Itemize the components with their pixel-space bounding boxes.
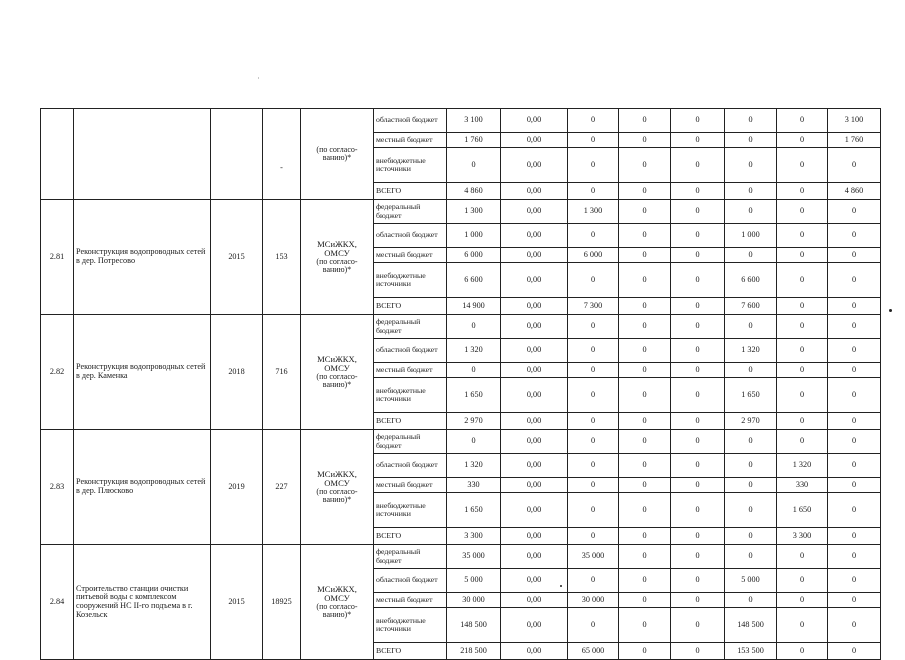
amount-cell: 153 500 bbox=[725, 643, 777, 660]
amount-cell: 0 bbox=[828, 478, 881, 493]
project-year: 2015 bbox=[211, 200, 263, 315]
amount-cell: 1 760 bbox=[447, 133, 501, 148]
amount-cell: 0 bbox=[828, 454, 881, 478]
amount-cell: 0 bbox=[671, 315, 725, 339]
amount-cell: 0 bbox=[568, 263, 619, 298]
amount-cell: 2 970 bbox=[447, 413, 501, 430]
project-capacity: 716 bbox=[263, 315, 301, 430]
amount-cell: 0 bbox=[568, 608, 619, 643]
amount-cell: 0 bbox=[671, 643, 725, 660]
amount-cell: 6 000 bbox=[447, 248, 501, 263]
funding-source-label: местный бюджет bbox=[374, 248, 447, 263]
amount-cell: 0 bbox=[725, 133, 777, 148]
amount-cell: 0 bbox=[568, 528, 619, 545]
amount-cell: 0 bbox=[777, 593, 828, 608]
amount-cell: 0 bbox=[568, 133, 619, 148]
project-name: Реконструкция водопроводных сетей в дер. Потресово bbox=[74, 200, 211, 315]
scan-artifact-dot bbox=[889, 309, 892, 312]
amount-cell: 0 bbox=[777, 643, 828, 660]
amount-cell: 0 bbox=[619, 430, 671, 454]
amount-cell: 0,00 bbox=[501, 339, 568, 363]
row-year-cell bbox=[211, 109, 263, 200]
executor-cell bbox=[301, 315, 374, 430]
project-code: 2.84 bbox=[41, 545, 74, 660]
amount-cell: 0 bbox=[828, 315, 881, 339]
executor-name: МСиЖКХ, ОМСУ bbox=[317, 468, 357, 488]
amount-cell: 0 bbox=[725, 363, 777, 378]
project-code: 2.82 bbox=[41, 315, 74, 430]
amount-cell: 0,00 bbox=[501, 224, 568, 248]
amount-cell: 0 bbox=[619, 493, 671, 528]
amount-cell: 0,00 bbox=[501, 454, 568, 478]
amount-cell: 0 bbox=[619, 200, 671, 224]
amount-cell: 0 bbox=[828, 200, 881, 224]
funding-source-label: ВСЕГО bbox=[374, 643, 447, 660]
amount-cell: 0,00 bbox=[501, 298, 568, 315]
amount-cell: 0 bbox=[777, 133, 828, 148]
table-row bbox=[41, 200, 881, 224]
project-capacity: 227 bbox=[263, 430, 301, 545]
amount-cell: 0 bbox=[777, 430, 828, 454]
amount-cell: 1 650 bbox=[447, 378, 501, 413]
amount-cell: 0 bbox=[725, 545, 777, 569]
project-capacity: 18925 bbox=[263, 545, 301, 660]
funding-source-label: внебюджетные источники bbox=[374, 608, 447, 643]
amount-cell: 7 300 bbox=[568, 298, 619, 315]
amount-cell: 0 bbox=[671, 569, 725, 593]
executor-note: (по согласо- ванию)* bbox=[316, 601, 358, 620]
funding-source-label: местный бюджет bbox=[374, 133, 447, 148]
amount-cell: 0,00 bbox=[501, 378, 568, 413]
amount-cell: 0 bbox=[828, 298, 881, 315]
amount-cell: 0 bbox=[828, 430, 881, 454]
funding-source-label: областной бюджет bbox=[374, 454, 447, 478]
amount-cell: 3 100 bbox=[447, 109, 501, 133]
amount-cell: 0 bbox=[447, 315, 501, 339]
amount-cell: 3 300 bbox=[777, 528, 828, 545]
funding-source-label: областной бюджет bbox=[374, 224, 447, 248]
amount-cell: 0 bbox=[671, 545, 725, 569]
funding-source-label: внебюджетные источники bbox=[374, 148, 447, 183]
amount-cell: 30 000 bbox=[568, 593, 619, 608]
amount-cell: 0 bbox=[568, 339, 619, 363]
amount-cell: 0 bbox=[671, 183, 725, 200]
amount-cell: 4 860 bbox=[447, 183, 501, 200]
amount-cell: 0,00 bbox=[501, 109, 568, 133]
table-row bbox=[41, 109, 881, 133]
amount-cell: 0 bbox=[568, 315, 619, 339]
amount-cell: 4 860 bbox=[828, 183, 881, 200]
amount-cell: 330 bbox=[777, 478, 828, 493]
project-name: Строительство станции очистки питьевой воды с комплексом сооружений НС II-го подъема в г. Козельск bbox=[74, 545, 211, 660]
amount-cell: 330 bbox=[447, 478, 501, 493]
amount-cell: 0 bbox=[671, 224, 725, 248]
project-year: 2019 bbox=[211, 430, 263, 545]
amount-cell: 0 bbox=[671, 608, 725, 643]
budget-table-body bbox=[41, 109, 881, 660]
executor-note: (по согласо- ванию)* bbox=[316, 256, 358, 275]
project-code: 2.83 bbox=[41, 430, 74, 545]
amount-cell: 1 650 bbox=[725, 378, 777, 413]
amount-cell: 0,00 bbox=[501, 478, 568, 493]
table-row bbox=[41, 545, 881, 569]
amount-cell: 0 bbox=[671, 298, 725, 315]
amount-cell: 0,00 bbox=[501, 200, 568, 224]
dash-mark: - bbox=[280, 162, 283, 172]
scan-artifact-line bbox=[258, 77, 259, 79]
amount-cell: 0 bbox=[828, 248, 881, 263]
funding-source-label: федеральный бюджет bbox=[374, 200, 447, 224]
table-row bbox=[41, 430, 881, 454]
amount-cell: 0,00 bbox=[501, 248, 568, 263]
funding-source-label: областной бюджет bbox=[374, 569, 447, 593]
amount-cell: 0 bbox=[777, 200, 828, 224]
amount-cell: 0,00 bbox=[501, 363, 568, 378]
funding-source-label: местный бюджет bbox=[374, 478, 447, 493]
amount-cell: 148 500 bbox=[725, 608, 777, 643]
amount-cell: 3 100 bbox=[828, 109, 881, 133]
amount-cell: 0 bbox=[725, 183, 777, 200]
row-name-cell bbox=[74, 109, 211, 200]
amount-cell: 0 bbox=[828, 413, 881, 430]
amount-cell: 0 bbox=[619, 454, 671, 478]
amount-cell: 1 000 bbox=[447, 224, 501, 248]
executor-cell bbox=[301, 109, 374, 200]
amount-cell: 0 bbox=[777, 339, 828, 363]
amount-cell: 1 300 bbox=[447, 200, 501, 224]
executor-note: (по согласо- ванию)* bbox=[316, 371, 358, 390]
amount-cell: 1 320 bbox=[447, 339, 501, 363]
amount-cell: 0 bbox=[619, 133, 671, 148]
amount-cell: 0 bbox=[671, 248, 725, 263]
amount-cell: 0 bbox=[777, 545, 828, 569]
amount-cell: 0,00 bbox=[501, 315, 568, 339]
amount-cell: 0 bbox=[619, 224, 671, 248]
amount-cell: 0 bbox=[568, 493, 619, 528]
amount-cell: 0 bbox=[725, 454, 777, 478]
amount-cell: 0 bbox=[725, 200, 777, 224]
amount-cell: 0 bbox=[828, 224, 881, 248]
executor-note: (по согласо- ванию)* bbox=[316, 144, 358, 162]
executor-cell bbox=[301, 545, 374, 660]
amount-cell: 0 bbox=[671, 378, 725, 413]
funding-source-label: внебюджетные источники bbox=[374, 493, 447, 528]
amount-cell: 1 320 bbox=[447, 454, 501, 478]
amount-cell: 0 bbox=[671, 200, 725, 224]
amount-cell: 0 bbox=[671, 493, 725, 528]
amount-cell: 0 bbox=[828, 378, 881, 413]
amount-cell: 0 bbox=[568, 454, 619, 478]
amount-cell: 65 000 bbox=[568, 643, 619, 660]
amount-cell: 0 bbox=[777, 413, 828, 430]
amount-cell: 0 bbox=[828, 148, 881, 183]
amount-cell: 6 600 bbox=[447, 263, 501, 298]
budget-table bbox=[40, 108, 881, 660]
amount-cell: 1 650 bbox=[777, 493, 828, 528]
amount-cell: 0 bbox=[619, 183, 671, 200]
amount-cell: 0 bbox=[568, 569, 619, 593]
amount-cell: 0 bbox=[447, 363, 501, 378]
amount-cell: 0 bbox=[725, 528, 777, 545]
amount-cell: 0 bbox=[777, 315, 828, 339]
amount-cell: 0 bbox=[828, 569, 881, 593]
amount-cell: 0 bbox=[777, 569, 828, 593]
table-row bbox=[41, 315, 881, 339]
amount-cell: 0 bbox=[828, 593, 881, 608]
amount-cell: 0 bbox=[619, 528, 671, 545]
amount-cell: 0 bbox=[671, 430, 725, 454]
funding-source-label: ВСЕГО bbox=[374, 413, 447, 430]
amount-cell: 6 000 bbox=[568, 248, 619, 263]
amount-cell: 1 320 bbox=[725, 339, 777, 363]
amount-cell: 0 bbox=[777, 109, 828, 133]
amount-cell: 0 bbox=[671, 363, 725, 378]
funding-source-label: федеральный бюджет bbox=[374, 315, 447, 339]
project-year: 2018 bbox=[211, 315, 263, 430]
amount-cell: 1 300 bbox=[568, 200, 619, 224]
executor-name: МСиЖКХ, ОМСУ bbox=[317, 583, 357, 603]
amount-cell: 0 bbox=[447, 430, 501, 454]
amount-cell: 5 000 bbox=[725, 569, 777, 593]
amount-cell: 0 bbox=[828, 528, 881, 545]
amount-cell: 0 bbox=[671, 109, 725, 133]
amount-cell: 0 bbox=[777, 148, 828, 183]
amount-cell: 0 bbox=[619, 363, 671, 378]
amount-cell: 0 bbox=[568, 109, 619, 133]
amount-cell: 0 bbox=[777, 608, 828, 643]
executor-cell bbox=[301, 430, 374, 545]
funding-source-label: ВСЕГО bbox=[374, 528, 447, 545]
amount-cell: 0 bbox=[725, 148, 777, 183]
amount-cell: 0 bbox=[568, 378, 619, 413]
funding-source-label: ВСЕГО bbox=[374, 298, 447, 315]
amount-cell: 0 bbox=[671, 339, 725, 363]
row-code-cell bbox=[41, 109, 74, 200]
amount-cell: 0 bbox=[619, 643, 671, 660]
funding-source-label: областной бюджет bbox=[374, 109, 447, 133]
project-code: 2.81 bbox=[41, 200, 74, 315]
amount-cell: 0 bbox=[619, 413, 671, 430]
amount-cell: 148 500 bbox=[447, 608, 501, 643]
amount-cell: 14 900 bbox=[447, 298, 501, 315]
amount-cell: 1 000 bbox=[725, 224, 777, 248]
amount-cell: 35 000 bbox=[568, 545, 619, 569]
amount-cell: 0 bbox=[447, 148, 501, 183]
amount-cell: 0 bbox=[777, 183, 828, 200]
amount-cell: 0 bbox=[619, 478, 671, 493]
amount-cell: 0 bbox=[619, 298, 671, 315]
funding-source-label: внебюджетные источники bbox=[374, 263, 447, 298]
amount-cell: 0 bbox=[725, 430, 777, 454]
amount-cell: 0 bbox=[725, 248, 777, 263]
amount-cell: 0 bbox=[619, 593, 671, 608]
amount-cell: 0 bbox=[568, 183, 619, 200]
amount-cell: 5 000 bbox=[447, 569, 501, 593]
amount-cell: 0,00 bbox=[501, 493, 568, 528]
amount-cell: 0 bbox=[619, 263, 671, 298]
amount-cell: 0 bbox=[568, 363, 619, 378]
amount-cell: 1 760 bbox=[828, 133, 881, 148]
executor-name: МСиЖКХ, ОМСУ bbox=[317, 238, 357, 258]
amount-cell: 0 bbox=[619, 148, 671, 183]
project-name: Реконструкция водопроводных сетей в дер. Плюсково bbox=[74, 430, 211, 545]
funding-source-label: местный бюджет bbox=[374, 593, 447, 608]
amount-cell: 0 bbox=[619, 545, 671, 569]
amount-cell: 0 bbox=[568, 478, 619, 493]
amount-cell: 0 bbox=[619, 569, 671, 593]
amount-cell: 0 bbox=[568, 148, 619, 183]
amount-cell: 0 bbox=[671, 148, 725, 183]
amount-cell: 0 bbox=[671, 593, 725, 608]
project-capacity: 153 bbox=[263, 200, 301, 315]
amount-cell: 0,00 bbox=[501, 183, 568, 200]
amount-cell: 0 bbox=[568, 430, 619, 454]
amount-cell: 7 600 bbox=[725, 298, 777, 315]
funding-source-label: ВСЕГО bbox=[374, 183, 447, 200]
executor-note: (по согласо- ванию)* bbox=[316, 486, 358, 505]
amount-cell: 0 bbox=[619, 248, 671, 263]
amount-cell: 0 bbox=[828, 643, 881, 660]
amount-cell: 0 bbox=[725, 315, 777, 339]
amount-cell: 0 bbox=[671, 528, 725, 545]
amount-cell: 1 320 bbox=[777, 454, 828, 478]
executor-name: МСиЖКХ, ОМСУ bbox=[317, 353, 357, 373]
amount-cell: 218 500 bbox=[447, 643, 501, 660]
amount-cell: 0 bbox=[828, 608, 881, 643]
amount-cell: 35 000 bbox=[447, 545, 501, 569]
amount-cell: 1 650 bbox=[447, 493, 501, 528]
amount-cell: 0,00 bbox=[501, 569, 568, 593]
amount-cell: 0 bbox=[777, 298, 828, 315]
funding-source-label: областной бюджет bbox=[374, 339, 447, 363]
amount-cell: 2 970 bbox=[725, 413, 777, 430]
amount-cell: 30 000 bbox=[447, 593, 501, 608]
amount-cell: 0 bbox=[828, 363, 881, 378]
amount-cell: 0 bbox=[777, 224, 828, 248]
amount-cell: 0 bbox=[619, 109, 671, 133]
amount-cell: 0,00 bbox=[501, 413, 568, 430]
amount-cell: 6 600 bbox=[725, 263, 777, 298]
amount-cell: 0 bbox=[828, 545, 881, 569]
amount-cell: 0,00 bbox=[501, 593, 568, 608]
amount-cell: 0 bbox=[671, 263, 725, 298]
executor-cell bbox=[301, 200, 374, 315]
amount-cell: 0 bbox=[777, 248, 828, 263]
amount-cell: 0 bbox=[828, 339, 881, 363]
amount-cell: 0 bbox=[619, 378, 671, 413]
amount-cell: 0 bbox=[828, 263, 881, 298]
amount-cell: 0 bbox=[725, 109, 777, 133]
amount-cell: 3 300 bbox=[447, 528, 501, 545]
amount-cell: 0,00 bbox=[501, 528, 568, 545]
amount-cell: 0 bbox=[568, 224, 619, 248]
amount-cell: 0 bbox=[725, 478, 777, 493]
amount-cell: 0,00 bbox=[501, 263, 568, 298]
funding-source-label: местный бюджет bbox=[374, 363, 447, 378]
amount-cell: 0,00 bbox=[501, 133, 568, 148]
amount-cell: 0 bbox=[671, 413, 725, 430]
amount-cell: 0 bbox=[619, 339, 671, 363]
amount-cell: 0 bbox=[777, 363, 828, 378]
amount-cell: 0 bbox=[568, 413, 619, 430]
amount-cell: 0 bbox=[671, 454, 725, 478]
amount-cell: 0 bbox=[725, 493, 777, 528]
amount-cell: 0 bbox=[777, 378, 828, 413]
amount-cell: 0,00 bbox=[501, 608, 568, 643]
amount-cell: 0 bbox=[777, 263, 828, 298]
amount-cell: 0,00 bbox=[501, 148, 568, 183]
project-name: Реконструкция водопроводных сетей в дер. Каменка bbox=[74, 315, 211, 430]
amount-cell: 0 bbox=[671, 478, 725, 493]
amount-cell: 0 bbox=[619, 315, 671, 339]
amount-cell: 0 bbox=[671, 133, 725, 148]
project-year: 2015 bbox=[211, 545, 263, 660]
funding-source-label: федеральный бюджет bbox=[374, 430, 447, 454]
funding-source-label: федеральный бюджет bbox=[374, 545, 447, 569]
amount-cell: 0 bbox=[619, 608, 671, 643]
amount-cell: 0 bbox=[725, 593, 777, 608]
amount-cell: 0 bbox=[828, 493, 881, 528]
row-capacity-cell bbox=[263, 109, 301, 200]
amount-cell: 0,00 bbox=[501, 643, 568, 660]
amount-cell: 0,00 bbox=[501, 545, 568, 569]
funding-source-label: внебюджетные источники bbox=[374, 378, 447, 413]
amount-cell: 0,00 bbox=[501, 430, 568, 454]
